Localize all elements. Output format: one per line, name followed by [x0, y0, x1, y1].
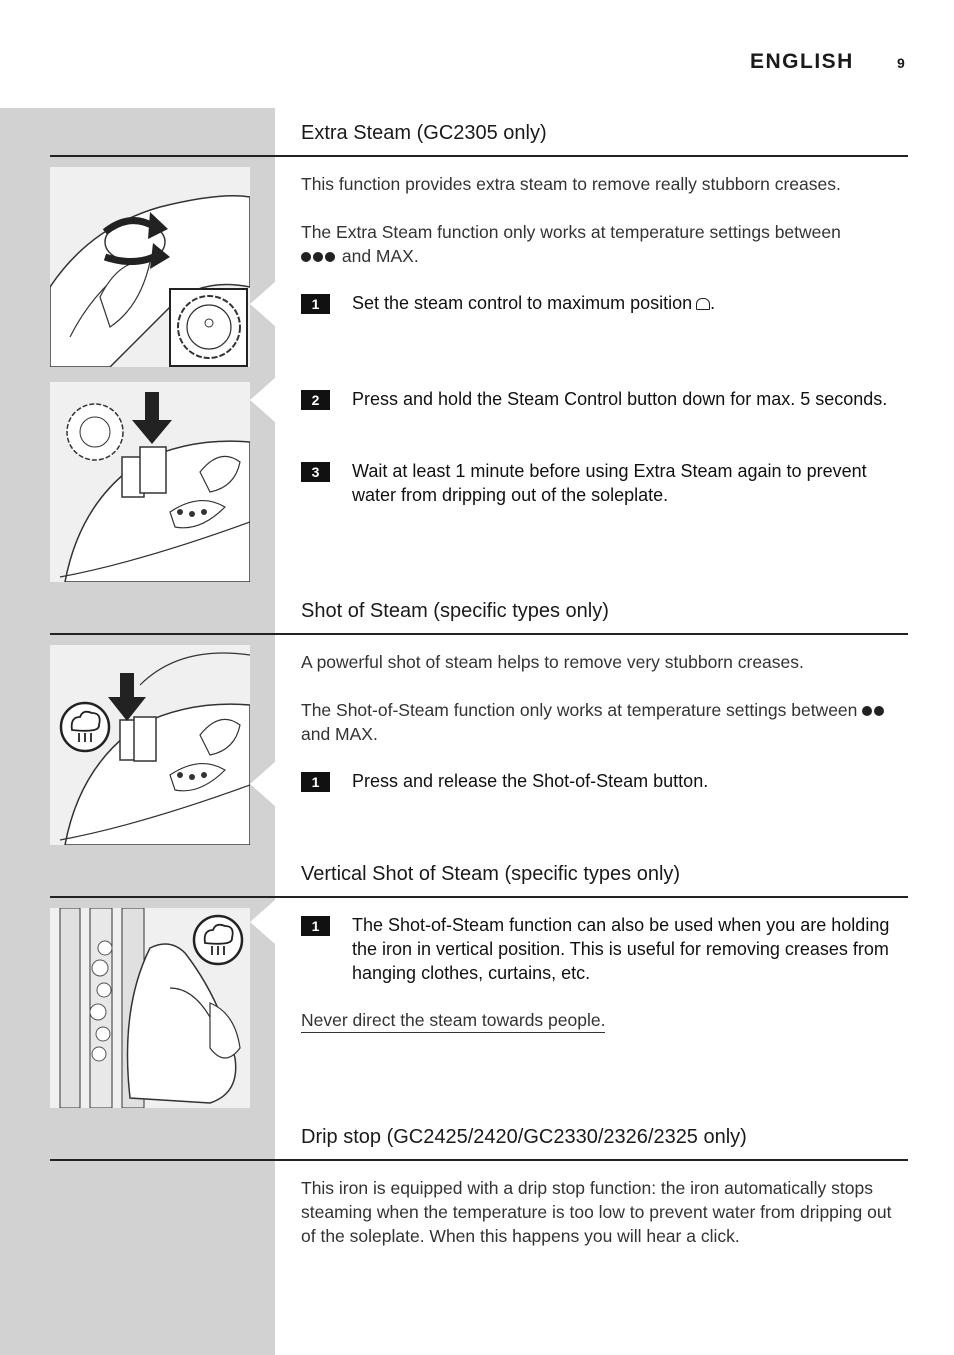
steam-control-dial-icon — [67, 404, 123, 460]
illustration-pointer — [250, 378, 275, 422]
section-rule — [50, 633, 908, 635]
steam-control-dial-icon — [178, 296, 240, 358]
step-number: 1 — [301, 294, 330, 314]
illustration-steam-button — [50, 382, 250, 582]
step-item — [301, 769, 906, 793]
paragraph: This iron is equipped with a drip stop function: the iron automatically stops steaming when the temperature is too low to prevent water from dripping out of the soleplate. When this happens you will hear a click. — [301, 1178, 892, 1246]
press-down-arrow-icon — [132, 392, 172, 444]
section-heading-extra-steam: Extra Steam (GC2305 only) — [301, 122, 547, 144]
step-item — [301, 459, 906, 507]
step-text: The Shot-of-Steam function can also be used when you are holding the iron in vertical position. This is useful for removing creases from hanging clothes, curtains, etc. — [352, 915, 890, 983]
max-steam-icon — [696, 298, 710, 310]
paragraph — [301, 698, 906, 746]
temperature-dots-icon — [301, 246, 337, 266]
paragraph: A powerful shot of steam helps to remove very stubborn creases. — [301, 652, 804, 672]
illustration-pointer — [250, 900, 275, 944]
illustration-vertical-steam — [50, 908, 250, 1108]
step-text: Set the steam control to maximum position — [352, 293, 693, 313]
step-item — [301, 913, 906, 985]
illustration-pointer — [250, 762, 275, 806]
step-number: 1 — [301, 916, 330, 936]
step-number: 1 — [301, 772, 330, 792]
step-text: Press and hold the Steam Control button down for max. 5 seconds. — [352, 389, 888, 409]
paragraph-text: and MAX. — [341, 246, 419, 266]
paragraph-text: and MAX. — [301, 724, 378, 744]
step-item: 1 Set the steam control to maximum position . — [301, 291, 906, 315]
illustration-pointer — [250, 282, 275, 326]
temperature-dots-icon — [862, 700, 886, 720]
step-item — [301, 387, 906, 411]
step-text: Wait at least 1 minute before using Extra Steam again to prevent water from dripping out of the soleplate. — [352, 461, 867, 505]
section-rule — [50, 896, 908, 898]
paragraph-text: The Shot-of-Steam function only works at temperature settings between — [301, 700, 858, 720]
paragraph-text: The Extra Steam function only works at temperature settings between — [301, 222, 841, 242]
illustration-shot-button — [50, 645, 250, 845]
page-number: 9 — [897, 55, 905, 71]
warning-note: Never direct the steam towards people. — [301, 1008, 605, 1033]
step-number: 2 — [301, 390, 330, 410]
press-down-arrow-icon — [108, 673, 146, 721]
language-label: ENGLISH — [750, 50, 854, 73]
section-rule — [50, 155, 908, 157]
step-number: 3 — [301, 462, 330, 482]
section-heading-shot-of-steam: Shot of Steam (specific types only) — [301, 600, 609, 622]
section-rule — [50, 1159, 908, 1161]
section-heading-vertical-shot: Vertical Shot of Steam (specific types only) — [301, 863, 681, 885]
step-text: Press and release the Shot-of-Steam button. — [352, 771, 709, 791]
section-heading-drip-stop: Drip stop (GC2425/2420/GC2330/2326/2325 only) — [301, 1126, 747, 1148]
paragraph: This function provides extra steam to remove really stubborn creases. — [301, 174, 841, 194]
steam-shot-icon — [61, 703, 109, 751]
illustration-steam-dial — [50, 167, 250, 367]
paragraph — [301, 220, 906, 268]
steam-shot-icon — [194, 916, 242, 964]
